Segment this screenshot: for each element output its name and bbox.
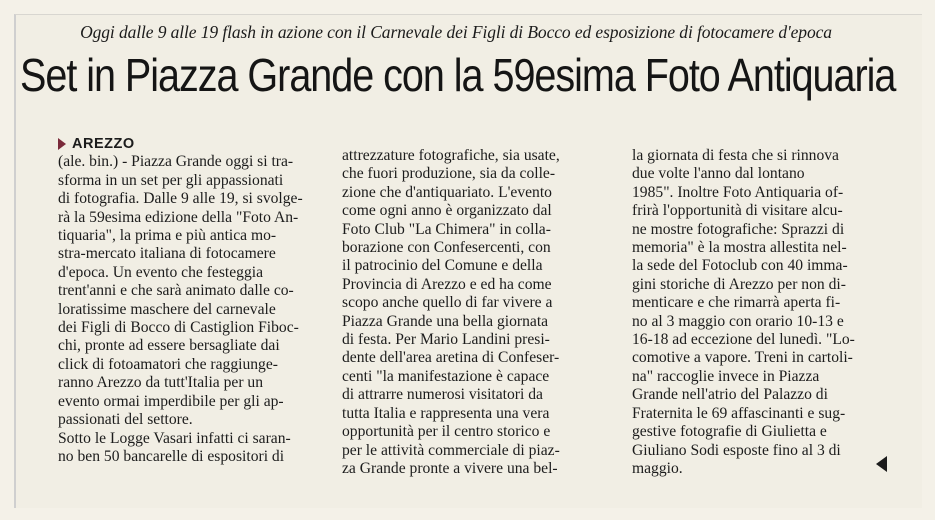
article-text-line: sforma in un set per gli appassionati <box>58 171 284 189</box>
article-text-line: centi "la manifestazione è capace <box>342 367 550 385</box>
article-text-line: no al 3 maggio con orario 10-13 e <box>632 312 844 330</box>
article-text-line: scopo anche quello di far vivere a <box>342 294 553 312</box>
article-text-line: la sede del Fotoclub con 40 imma- <box>632 257 848 275</box>
article-text-line: maggio. <box>632 459 683 477</box>
article-text-line: dei Figli di Bocco di Castiglion Fiboc- <box>58 319 299 337</box>
article-text-line: di fotografia. Dalle 9 alle 19, si svolge- <box>58 190 303 208</box>
article-text-line: gestive fotografie di Giulietta e <box>632 423 827 441</box>
article-text-line: borazione con Confesercenti, con <box>342 239 551 257</box>
end-of-article-icon <box>876 456 887 472</box>
article-text-line: passionati del settore. <box>58 411 193 429</box>
article-text-line: rà la 59esima edizione della "Foto An- <box>58 208 299 226</box>
article-text-line: che fuori produzione, sia da colle- <box>342 165 556 183</box>
column-2-text <box>342 147 624 478</box>
article-text-line: menticare e che rimarrà aperta fi- <box>632 294 841 312</box>
article-text-line: Piazza Grande una bella giornata <box>342 312 549 330</box>
article-text-line: 16-18 ad eccezione del lunedì. "Lo- <box>632 331 855 349</box>
article-text-line: di attrarre numerosi visitatori da <box>342 386 543 404</box>
article-text-line: opportunità per il centro storico e <box>342 423 551 441</box>
article-column-2 <box>342 147 624 478</box>
article-text-line: la giornata di festa che si rinnova <box>632 147 839 164</box>
dateline-text: AREZZO <box>72 136 135 152</box>
article-text-line: loratissime maschere del carnevale <box>58 300 276 318</box>
article-text-line: ne mostre fotografiche: Sprazzi di <box>632 220 845 238</box>
dateline <box>58 135 343 153</box>
article-text-line: Sotto le Logge Vasari infatti ci saran- <box>58 429 291 447</box>
article-text-line: ranno Arezzo da tutt'Italia per un <box>58 374 264 392</box>
dateline-marker-icon <box>58 138 66 150</box>
column-3-text <box>632 147 902 478</box>
article-text-line: Provincia di Arezzo e ed ha come <box>342 275 552 293</box>
article-text-line: 1985". Inoltre Foto Antiquaria of- <box>632 183 844 201</box>
article-text-line: Grande nell'atrio del Palazzo di <box>632 386 828 404</box>
article-text-line: attrezzature fotografiche, sia usate, <box>342 147 560 164</box>
article-text-line: Giuliano Sodi esposte fino al 3 di <box>632 441 841 459</box>
article-text-line: il patrocinio del Comune e della <box>342 257 543 275</box>
article-text-line: stra-mercato italiana di fotocamere <box>58 245 276 263</box>
article-text-line: comotive a vapore. Treni in cartoli- <box>632 349 853 367</box>
article-text-line: due volte l'anno dal lontano <box>632 165 805 183</box>
article-text-line: chi, pronte ad essere bersagliate dai <box>58 337 280 355</box>
article-text-line: trent'anni e che sarà animato dalle co- <box>58 282 294 300</box>
article-text-line: Foto Club "La Chimera" in colla- <box>342 220 551 238</box>
article-text-line: per le attività commerciale di piaz- <box>342 441 560 459</box>
article-text-line: Fraternita le 69 affascinanti e sug- <box>632 404 846 422</box>
article-text-line: (ale. bin.) - Piazza Grande oggi si tra- <box>58 153 294 171</box>
article-column-1 <box>58 135 343 466</box>
article-text-line: memoria" è la mostra allestita nel- <box>632 239 847 257</box>
article-text-line: click di fotoamatori che raggiunge- <box>58 355 278 373</box>
article-text-line: no ben 50 bancarelle di espositori di <box>58 447 285 465</box>
article-text-line: za Grande pronte a vivere una bel- <box>342 459 558 477</box>
article-text-line: d'epoca. Un evento che festeggia <box>58 263 264 281</box>
article-text-line: come ogni anno è organizzato dal <box>342 202 552 220</box>
article-text-line: zione che d'antiquariato. L'evento <box>342 183 552 201</box>
article-text-line: dente dell'area aretina di Confeser- <box>342 349 560 367</box>
article-text-line: gini storiche di Arezzo per non di- <box>632 275 846 293</box>
article-text-line: na" raccoglie invece in Piazza <box>632 367 820 385</box>
article-kicker: Oggi dalle 9 alle 19 flash in azione con il Carnevale dei Figli di Bocco ed esposizione di fotocamere d'epoca <box>80 22 832 42</box>
article-text-line: tutta Italia e rappresenta una vera <box>342 404 550 422</box>
article-text-line: tiquaria", la prima e più antica mo- <box>58 227 277 245</box>
article-column-3 <box>632 147 902 478</box>
article-text-line: evento ormai imperdibile per gli ap- <box>58 392 284 410</box>
article-text-line: frirà l'opportunità di visitare alcu- <box>632 202 843 220</box>
column-1-text <box>58 153 343 466</box>
article-text-line: di festa. Per Mario Landini presi- <box>342 331 550 349</box>
article-headline: Set in Piazza Grande con la 59esima Foto Antiquaria <box>20 49 896 101</box>
